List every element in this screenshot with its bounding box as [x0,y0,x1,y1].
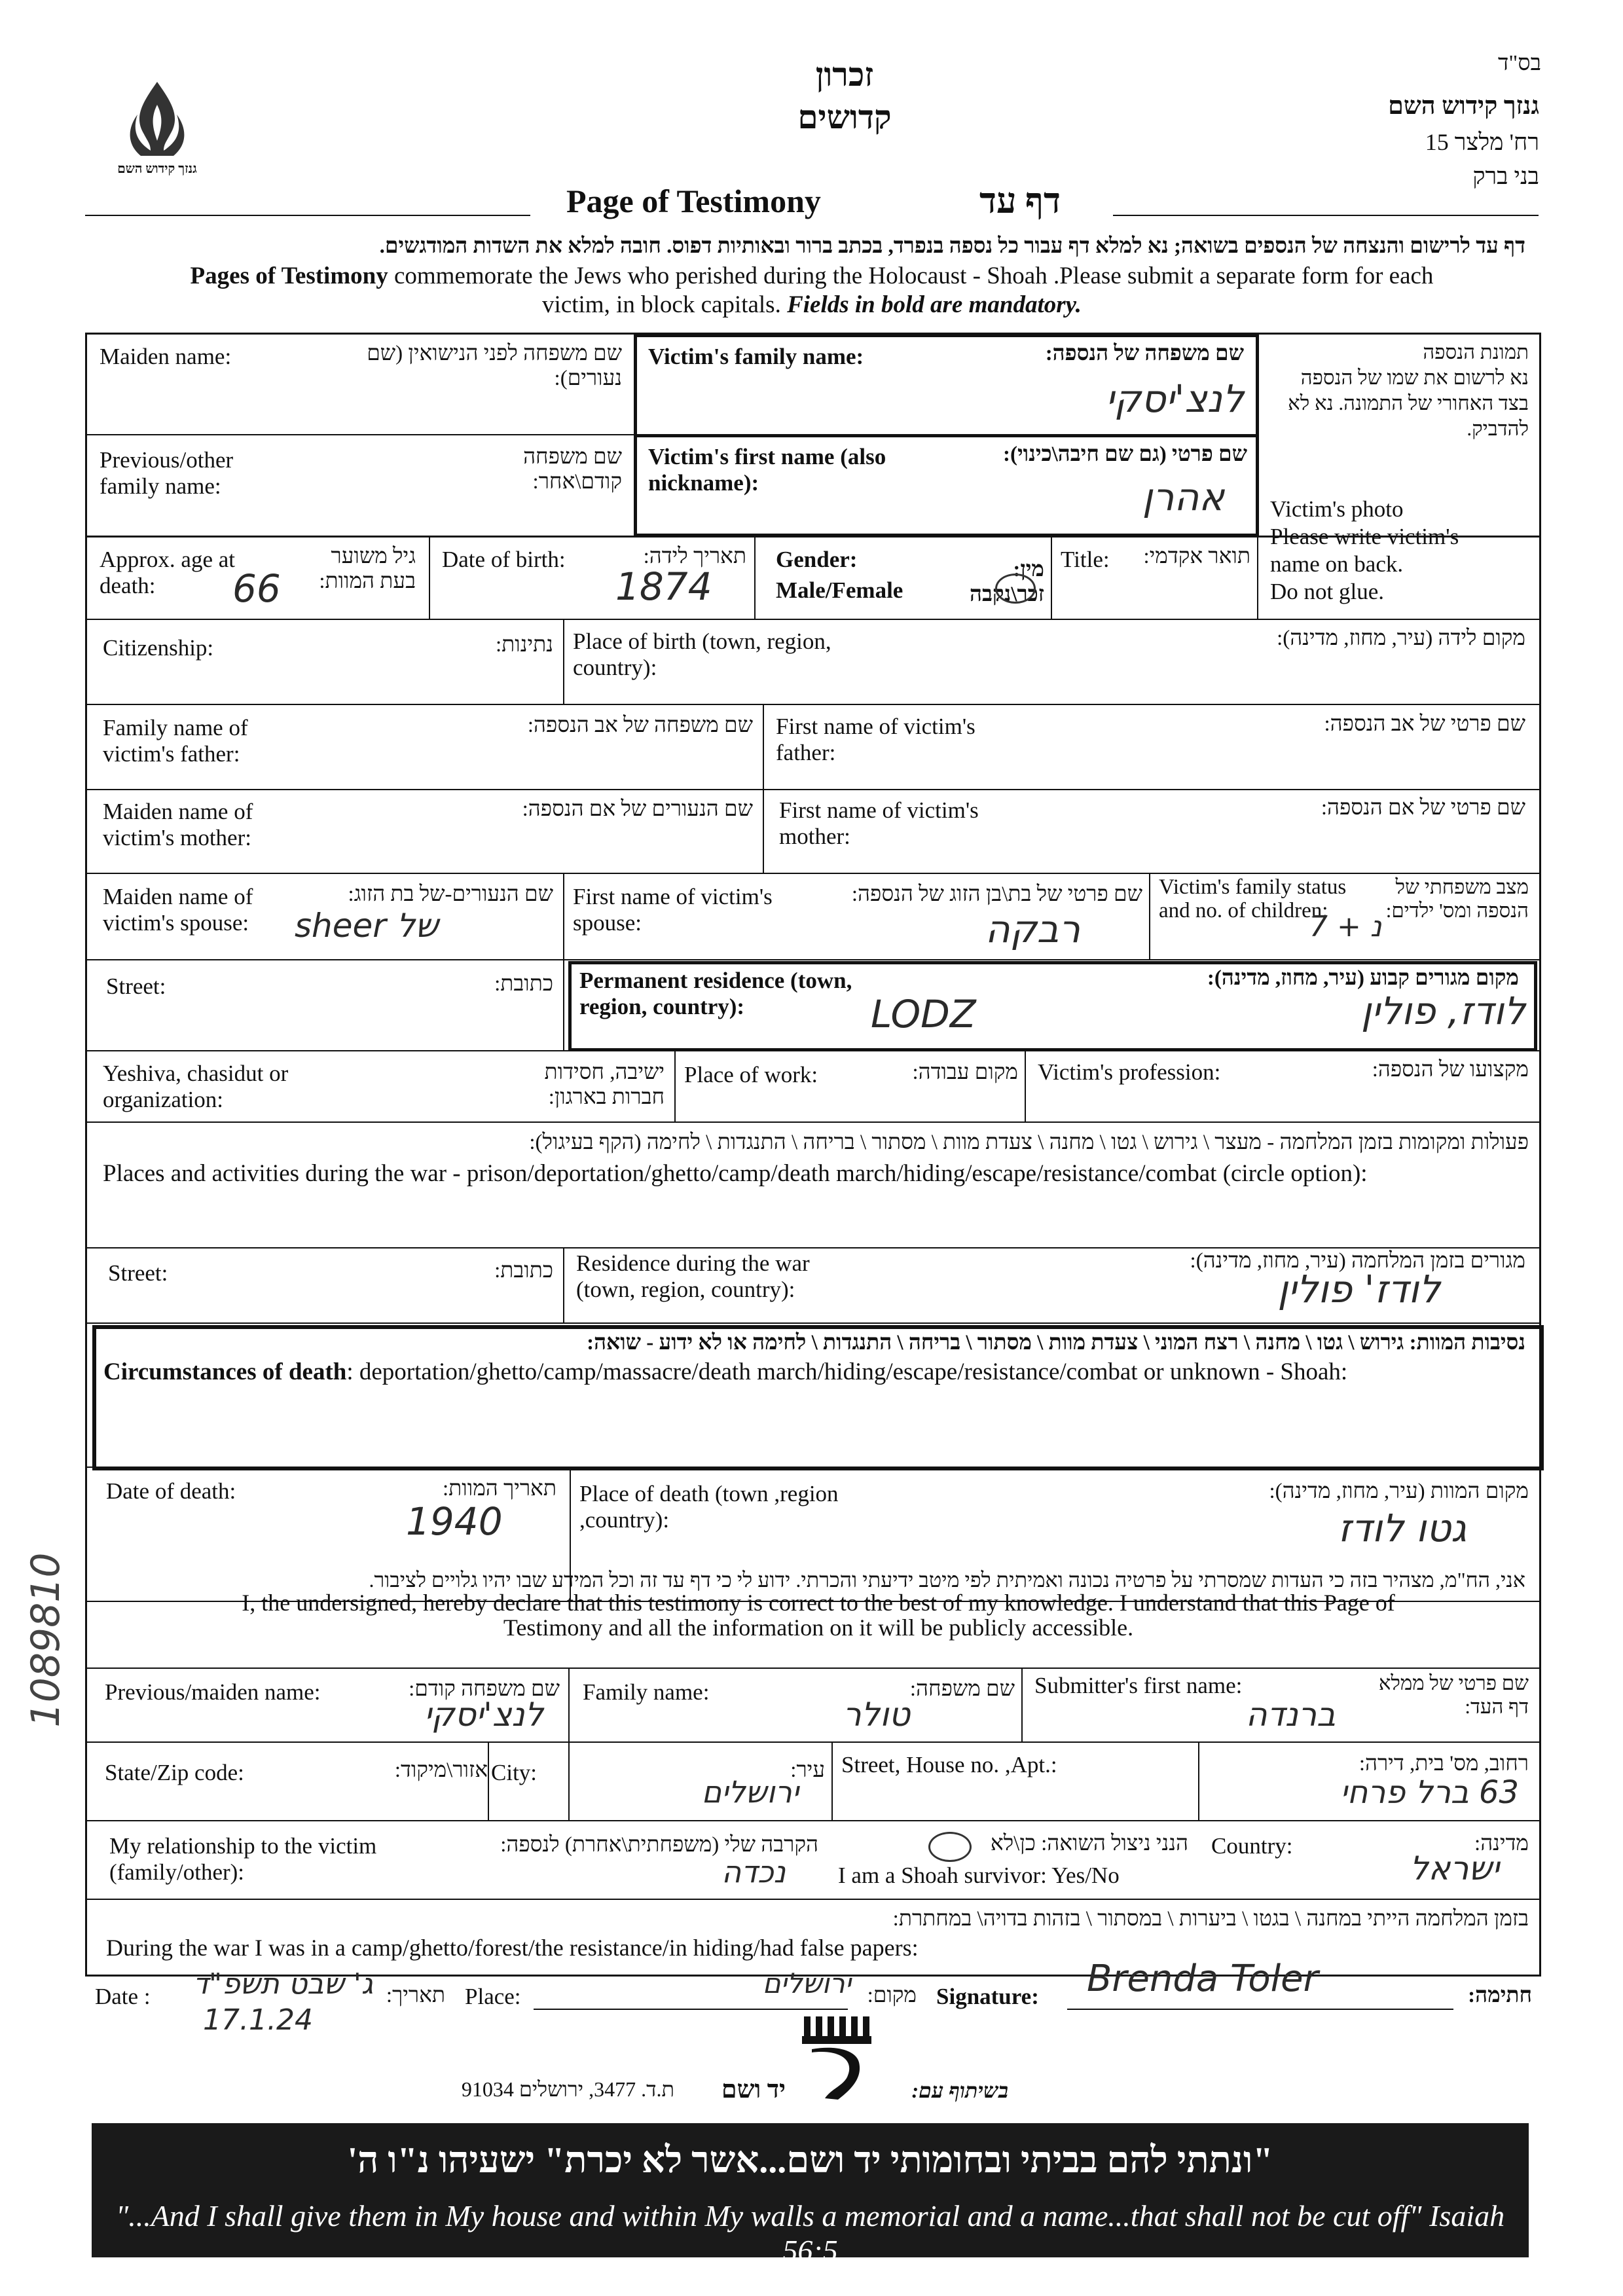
title-he-line1: זכרון [815,56,874,93]
family-status-label: Victim's family status and no. of children: [1159,875,1347,923]
city-label-he: עיר: [790,1758,825,1782]
relationship-label: My relationship to the victim (family/other): [109,1833,377,1886]
logo [115,79,200,190]
photo-box-he-text: נא לרשום את שמו של הנספה בצד האחורי של התמונה. נא לא להדביק. [1288,366,1529,440]
page-title-en: Page of Testimony [566,183,821,219]
photo-box-en-line3: name on back. [1270,551,1404,577]
mother-first-label-he: שם פרטי של אם הנספה: [1321,796,1525,820]
age-label-he: גיל משוער בעת המוות: [319,545,416,593]
country-label: Country: [1211,1833,1293,1859]
signature-value[interactable]: Brenda Toler [1087,1958,1319,2000]
zip-label: State/Zip code: [105,1760,244,1785]
zip-label-he: אזור\מיקוד: [394,1758,488,1782]
date-label: Date : [95,1984,151,2009]
relationship-value[interactable]: נכדה [721,1854,786,1889]
war-street-label-he: כתובת: [494,1259,553,1283]
address-label: ת.ד. 3477, ירושלים 91034 [461,2077,674,2101]
menorah-icon [799,2013,877,2118]
submitter-family-label: Family name: [583,1679,710,1705]
date-label-he: תאריך: [386,1984,445,2007]
war-residence-label-he: מגורים בזמן המלחמה (עיר, מחוז, מדינה): [1190,1249,1525,1273]
banner-en: "...And I shall give them in My house and within My walls a memorial and a name...that shall not be cut off" Isaiah 56:5 [115,2199,1505,2267]
circumstances-label-bold: Circumstances of death [103,1358,347,1385]
submitter-prev-label-he: שם משפחה קודם: [409,1677,560,1701]
page-title-he: דף עד [979,181,1061,221]
profession-label: Victim's profession: [1038,1059,1221,1085]
father-first-label-he: שם פרטי של אב הנספה: [1324,712,1525,736]
citizenship-label-he: נתינות: [496,633,553,657]
instructions-en [79,262,1545,320]
residence-label-he: מקום מגורים קבוע (עיר, מחוז, מדינה): [1207,966,1519,990]
city-label: City: [491,1760,538,1785]
submitter-first-label-he: שם פרטי של ממלא דף העד: [1378,1671,1529,1718]
date-value-1[interactable]: ג' שבט תשפ"ד [192,1967,373,2001]
maiden-name-label: Maiden name: [100,344,232,369]
family-name-label-he: שם משפחה של הנספה: [1045,342,1244,365]
submitter-family-value[interactable]: טולר [843,1696,910,1734]
survivor-circle-mark [928,1832,972,1862]
submitter-prev-value[interactable]: לנצ'יסקי [424,1696,543,1734]
place-of-work-label: Place of work: [684,1062,818,1087]
dob-label-he: תאריך לידה: [643,545,746,568]
family-status-value[interactable]: 7 + נ [1309,910,1382,943]
dob-value[interactable]: 1874 [615,564,712,609]
spouse-first-label-he: שם פרטי של בת\בן הזוג של הנספה: [851,883,1142,906]
org-name: גנזך קידוש השם [1388,92,1539,120]
instructions-en-line2: victim, in block capitals. [542,291,781,319]
title-label: Title: [1061,547,1110,572]
photo-box-en-line1: Victim's photo [1270,496,1404,522]
declaration-en [131,1591,1506,1641]
spouse-first-label: First name of victim's spouse: [573,884,773,936]
family-status-label-he: מצב משפחתי של הנספה ומס' ילדים: [1385,875,1529,922]
father-first-label: First name of victim's father: [776,714,976,766]
yeshiva-label: Yeshiva, chasidut or organization: [103,1061,289,1113]
places-label: Places and activities during the war - prison/deportation/ghetto/camp/death march/hiding/escape/resistance/combat (circle option): [103,1160,1368,1187]
citizenship-label: Citizenship: [103,635,214,661]
residence-value-en[interactable]: LODZ [871,992,976,1036]
family-name-label: Victim's family name: [648,344,864,369]
first-name-label: Victim's first name (also nickname): [648,444,886,496]
age-label: Approx. age at death: [100,547,236,599]
yeshiva-label-he: ישיבה, חסידות חברות בארגון: [544,1061,665,1109]
spouse-maiden-value[interactable]: sheer של [295,907,439,945]
gender-label-he: מין: זכר\נקבה [970,558,1044,606]
submitter-street-value[interactable]: 63 ברל פרחי [1340,1774,1519,1811]
instructions-en-rest: commemorate the Jews who perished during the Holocaust - Shoah .Please submit a separate form for each [393,263,1434,289]
logo-text: גנזך קידוש השם [117,162,197,176]
spouse-maiden-label-he: שם הנעורים-של בת הזוג: [348,883,553,906]
father-family-label-he: שם משפחה של אב הנספה: [527,714,753,737]
survivor-label-he: הנני ניצול השואה: כן\לא [990,1832,1188,1855]
submitter-prev-label: Previous/maiden name: [105,1679,321,1705]
family-name-value[interactable]: לנצ'יסקי [1105,376,1244,421]
submitter-street-label: Street, House no. ,Apt.: [841,1752,1057,1777]
declaration-en-line1: I, the undersigned, hereby declare that this testimony is correct to the best of my knowledge. I understand that this Page of [242,1590,1395,1616]
war-residence-label: Residence during the war (town, region, country): [576,1250,810,1303]
photo-box-en-line2: Please write victim's [1270,524,1459,549]
first-name-label-he: שם פרטי (גם שם חיבה\כינוי): [1003,443,1247,466]
partner-label: בשיתוף עם: [911,2079,1008,2102]
submitter-street-label-he: רחוב, מס' בית, דירה: [1359,1752,1529,1776]
war-street-label: Street: [108,1260,168,1286]
place-of-death-label-he: מקום המוות (עיר, מחוז, מדינה): [1269,1480,1529,1503]
place-label-he: מקום: [867,1984,917,2007]
place-of-work-label-he: מקום עבודה: [912,1061,1018,1084]
circumstances-label-rest: : deportation/ghetto/camp/massacre/death march/hiding/escape/resistance/combat or unknown - Shoah: [346,1358,1348,1385]
quote-banner [92,2123,1529,2267]
country-label-he: מדינה: [1474,1832,1529,1855]
maiden-name-label-he: שם משפחה לפני הנישואין (שם נעורים): [367,342,622,390]
org-city: בני ברק [1472,163,1539,189]
age-value[interactable]: 66 [232,566,281,611]
place-of-birth-label: Place of birth (town, region, country): [573,629,831,681]
street-label: Street: [106,974,166,999]
street-label-he: כתובת: [494,972,553,996]
banner-he: "ונתתי להם בביתי ובחומותי יד ושם...אשר לא יכרת" ישעיהו נ"ו ה' [347,2140,1273,2181]
city-value[interactable]: ירושלים [701,1774,799,1810]
yadvashem-label: יד ושם [721,2076,786,2104]
previous-family-name-label: Previous/other family name: [100,447,234,500]
title-label-he: תואר אקדמי: [1143,545,1250,568]
spouse-first-value[interactable]: רבקה [985,907,1080,951]
date-of-death-label: Date of death: [106,1478,236,1504]
dob-label: Date of birth: [442,547,566,572]
residence-label: Permanent residence (town, region, country): [579,968,852,1020]
date-of-death-value[interactable]: 1940 [406,1499,503,1544]
country-value[interactable]: ישראל [1410,1850,1499,1887]
title-he-line2: קדושים [797,99,892,136]
mother-first-label: First name of victim's mother: [779,797,979,850]
relationship-label-he: הקרבה שלי (משפחתית\אחרת) לנספה: [500,1833,818,1857]
profession-label-he: מקצועו של הנספה: [1372,1058,1529,1082]
instructions-he: דף עד לרישום והנצחה של הנספים בשואה; נא למלא דף עבור כל נספה בנפרד, בכתב ברור ובאותיות דפוס. חובה למלא את השדות המודגשים. [379,234,1525,258]
place-of-death-label: Place of death (town ,region ,country): [579,1481,839,1533]
camp-label: During the war I was in a camp/ghetto/forest/the resistance/in hiding/had false papers: [106,1935,919,1961]
declaration-en-line2: Testimony and all the information on it will be publicly accessible. [503,1614,1134,1641]
org-street: רח' מלצר 15 [1425,129,1539,155]
photo-box-en-line4: Do not glue. [1270,579,1385,604]
circumstances-label-he: נסיבות המוות: גירוש \ גטו \ מחנה \ רצח המוני \ צעדת מוות \ מסתור \ בריחה \ התנגדות \ לחימה או לא ידוע - שואה: [587,1331,1525,1355]
bsd-mark: בס"ד [1498,51,1541,75]
place-value[interactable]: ירושלים [762,1967,851,1999]
date-of-death-label-he: תאריך המוות: [443,1477,556,1501]
camp-label-he: בזמן המלחמה הייתי במחנה \ בגטו \ ביערות \ במסתור \ בזהות בדויה\ במחתרת: [892,1907,1529,1931]
war-residence-value[interactable]: לודז' פולין [1277,1267,1440,1311]
place-of-birth-label-he: מקום לידה (עיר, מחוז, מדינה): [1277,627,1525,650]
father-family-label: Family name of victim's father: [103,715,248,767]
signature-label: Signature: [936,1984,1039,2009]
gender-label: Gender: [776,547,858,572]
gender-circle-mark [995,574,1036,604]
submitter-first-label: Submitter's first name: [1034,1673,1243,1698]
menorah-logo [799,2013,877,2118]
signature-label-he: חתימה: [1468,1984,1532,2007]
instructions-en-mandatory: Fields in bold are mandatory. [787,291,1082,319]
submitter-first-value[interactable]: ברנדה [1245,1696,1336,1734]
survivor-label: I am a Shoah survivor: Yes/No [838,1863,1120,1888]
circumstances-label [103,1358,1531,1387]
previous-family-name-label-he: שם משפחה קודם\אחר: [523,445,622,494]
mother-maiden-label: Maiden name of victim's mother: [103,799,253,851]
places-label-he: פעולות ומקומות בזמן המלחמה - מעצר \ גירוש \ גטו \ מחנה \ צעדת מוות \ מסתור \ בריחה \ התנגדות \ לחימה (הקף בעיגול): [529,1131,1529,1154]
submitter-family-label-he: שם משפחה: [909,1677,1015,1701]
place-of-death-value[interactable]: גטו לודז [1338,1506,1467,1550]
photo-box-he-title: תמונת הנספה [1423,340,1529,363]
first-name-value[interactable]: אהרן [1142,475,1224,519]
residence-value-he[interactable]: לודז, פולין [1360,989,1525,1033]
date-value-2[interactable]: 17.1.24 [203,2003,313,2037]
gender-label-2: Male/Female [776,577,903,603]
instructions-en-bold: Pages of Testimony [190,263,388,289]
margin-note: 1089810 [23,1552,69,1728]
place-label: Place: [465,1984,521,2009]
mother-maiden-label-he: שם הנעורים של אם הנספה: [522,797,753,821]
declaration-he: אני, הח"מ, מצהיר בזה כי העדות שמסרתי על פרטיה נכונה ואמיתית לפי מיטב ידיעתי והכרתי. ידוע לי כי דף עד זה וכל המידע שבו יהיו גלויים לציבור. [369,1568,1525,1592]
spouse-maiden-label: Maiden name of victim's spouse: [103,884,253,936]
